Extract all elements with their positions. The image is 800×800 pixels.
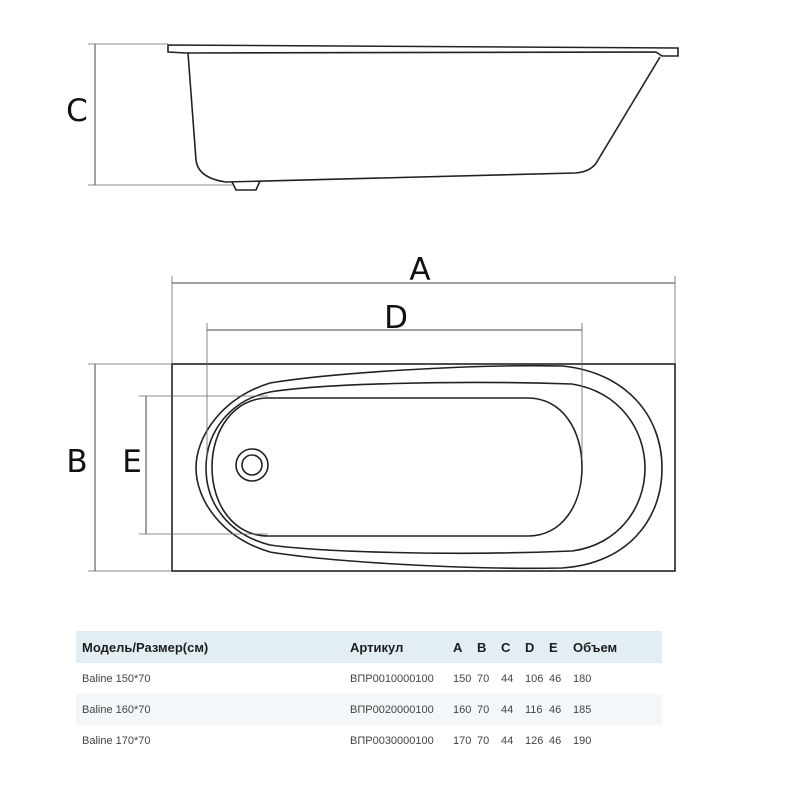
cell-d: 126 xyxy=(525,734,544,747)
column-header-article: Артикул xyxy=(350,631,453,663)
cell-model-size: Baline 160*70 xyxy=(76,694,350,725)
dimension-label-d: D xyxy=(384,300,408,336)
cell-e: 46 xyxy=(549,672,562,685)
dimension-label-e: E xyxy=(122,444,142,480)
side-view xyxy=(66,44,678,190)
column-header-b: B xyxy=(477,631,501,663)
cell-b: 70 xyxy=(477,694,501,725)
cell-article: ВПР0020000100 xyxy=(350,694,453,725)
dimension-label-c: C xyxy=(66,93,88,129)
cell-e: 46 xyxy=(549,734,562,747)
table-row xyxy=(76,663,662,694)
top-view xyxy=(66,252,675,571)
column-header-model-size: Модель/Размер(см) xyxy=(76,631,350,663)
table-row xyxy=(76,725,662,756)
cell-c: 44 xyxy=(501,734,514,747)
cell-b: 70 xyxy=(477,734,490,747)
top-view-outer-rim xyxy=(172,364,675,571)
cell-d: 116 xyxy=(525,694,549,725)
column-header-volume: Объем xyxy=(573,631,662,663)
cell-d: 106 xyxy=(525,672,544,685)
cell-a: 160 xyxy=(453,694,477,725)
cell-c: 44 xyxy=(501,694,525,725)
cell-c: 44 xyxy=(501,672,514,685)
side-view-body xyxy=(188,53,660,182)
cell-article: ВПР0030000100 xyxy=(350,734,434,747)
cell-a: 150 xyxy=(453,672,472,685)
cell-e: 46 xyxy=(549,694,573,725)
column-header-a: A xyxy=(453,631,477,663)
column-header-c: C xyxy=(501,631,525,663)
table-row xyxy=(76,694,662,725)
column-header-e: E xyxy=(549,631,573,663)
table-header-row xyxy=(76,631,662,663)
drain-hole-outer xyxy=(236,449,268,481)
cell-a: 170 xyxy=(453,734,472,747)
dimension-label-b: B xyxy=(66,444,88,480)
cell-article: ВПР0010000100 xyxy=(350,672,434,685)
dimension-label-a: A xyxy=(409,252,431,288)
side-view-rim xyxy=(168,45,678,56)
cell-model-size: Baline 170*70 xyxy=(82,734,151,747)
column-header-d: D xyxy=(525,631,549,663)
cell-b: 70 xyxy=(477,672,490,685)
cell-model-size: Baline 150*70 xyxy=(82,672,151,685)
cell-volume: 180 xyxy=(573,672,592,685)
specifications-table xyxy=(76,631,662,756)
cell-volume: 185 xyxy=(573,694,662,725)
drain-hole-inner xyxy=(242,455,262,475)
cell-volume: 190 xyxy=(573,734,592,747)
top-view-basin-inner xyxy=(206,382,645,553)
